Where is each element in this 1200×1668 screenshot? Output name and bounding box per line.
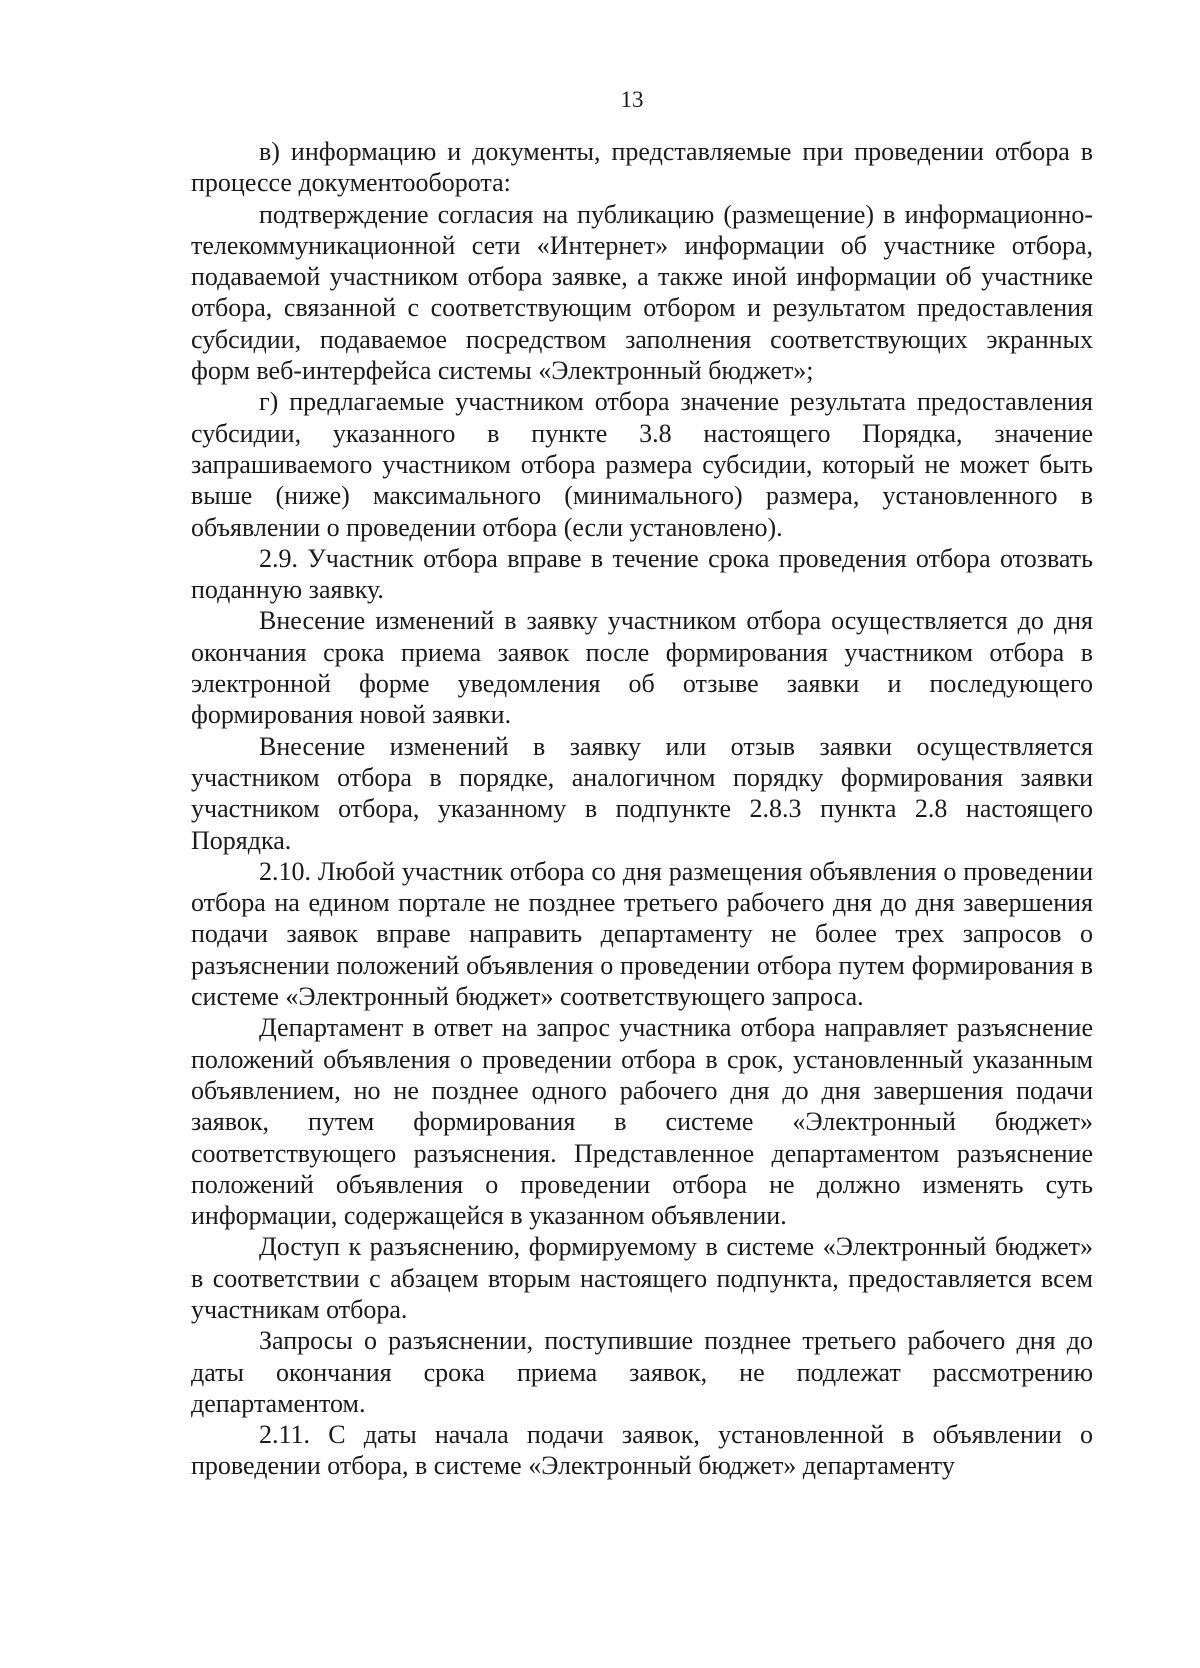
paragraph: 2.9. Участник отбора вправе в течение срока проведения отбора отозвать поданную заявку. — [191, 543, 1093, 605]
paragraph: Доступ к разъяснению, формируемому в системе «Электронный бюджет» в соответствии с абзацем вторым настоящего подпункта, предоставляется всем участникам отбора. — [191, 1232, 1093, 1324]
paragraph: Внесение изменений в заявку участником отбора осуществляется до дня окончания срока приема заявок после формирования участником отбора в электронной форме уведомления об отзыве заявки и последующего формирования новой заявки. — [191, 606, 1093, 730]
paragraph: Запросы о разъяснении, поступившие позднее третьего рабочего дня до даты окончания срока приема заявок, не подлежат рассмотрению департаментом. — [191, 1326, 1093, 1418]
paragraph: в) информацию и документы, представляемые при проведении отбора в процессе документооборота: — [191, 137, 1093, 198]
document-body — [191, 136, 1093, 1482]
page-number: 13 — [620, 87, 644, 112]
paragraph: Внесение изменений в заявку или отзыв заявки осуществляется участником отбора в порядке, аналогичном порядку формирования заявки участником отбора, указанному в подпункте 2.8.3 пункта 2.8 настоящего Порядка. — [191, 731, 1093, 855]
paragraph: Департамент в ответ на запрос участника отбора направляет разъяснение положений объявления о проведении отбора в срок, установленный указанным объявлением, но не позднее одного рабочего дня до дня завершения подачи заявок, путем формирования в системе «Электронный бюджет» соответствующего разъяснения. Представленное департаментом разъяснение положений объявления о проведении отбора не должно изменять суть информации, содержащейся в указанном объявлении. — [191, 1013, 1093, 1231]
paragraph: 2.11. С даты начала подачи заявок, установленной в объявлении о проведении отбора, в системе «Электронный бюджет» департаменту — [191, 1420, 1093, 1481]
paragraph: г) предлагаемые участником отбора значение результата предоставления субсидии, указанного в пункте 3.8 настоящего Порядка, значение запрашиваемого участником отбора размера субсидии, который не может быть выше (ниже) максимального (минимального) размера, установленного в объявлении о проведении отбора (если установлено). — [191, 387, 1093, 542]
paragraph: подтверждение согласия на публикацию (размещение) в информационно-телекоммуникационной сети «Интернет» информации об участнике отбора, подаваемой участником отбора заявке, а также иной информации об участнике отбора, связанной с соответствующим отбором и результатом предоставления субсидии, подаваемое посредством заполнения соответствующих экранных форм веб-интерфейса системы «Электронный бюджет»; — [191, 199, 1093, 386]
paragraph: 2.10. Любой участник отбора со дня размещения объявления о проведении отбора на едином портале не позднее третьего рабочего дня до дня завершения подачи заявок вправе направить департаменту не более трех запросов о разъяснении положений объявления о проведении отбора путем формирования в системе «Электронный бюджет» соответствующего запроса. — [191, 856, 1093, 1012]
